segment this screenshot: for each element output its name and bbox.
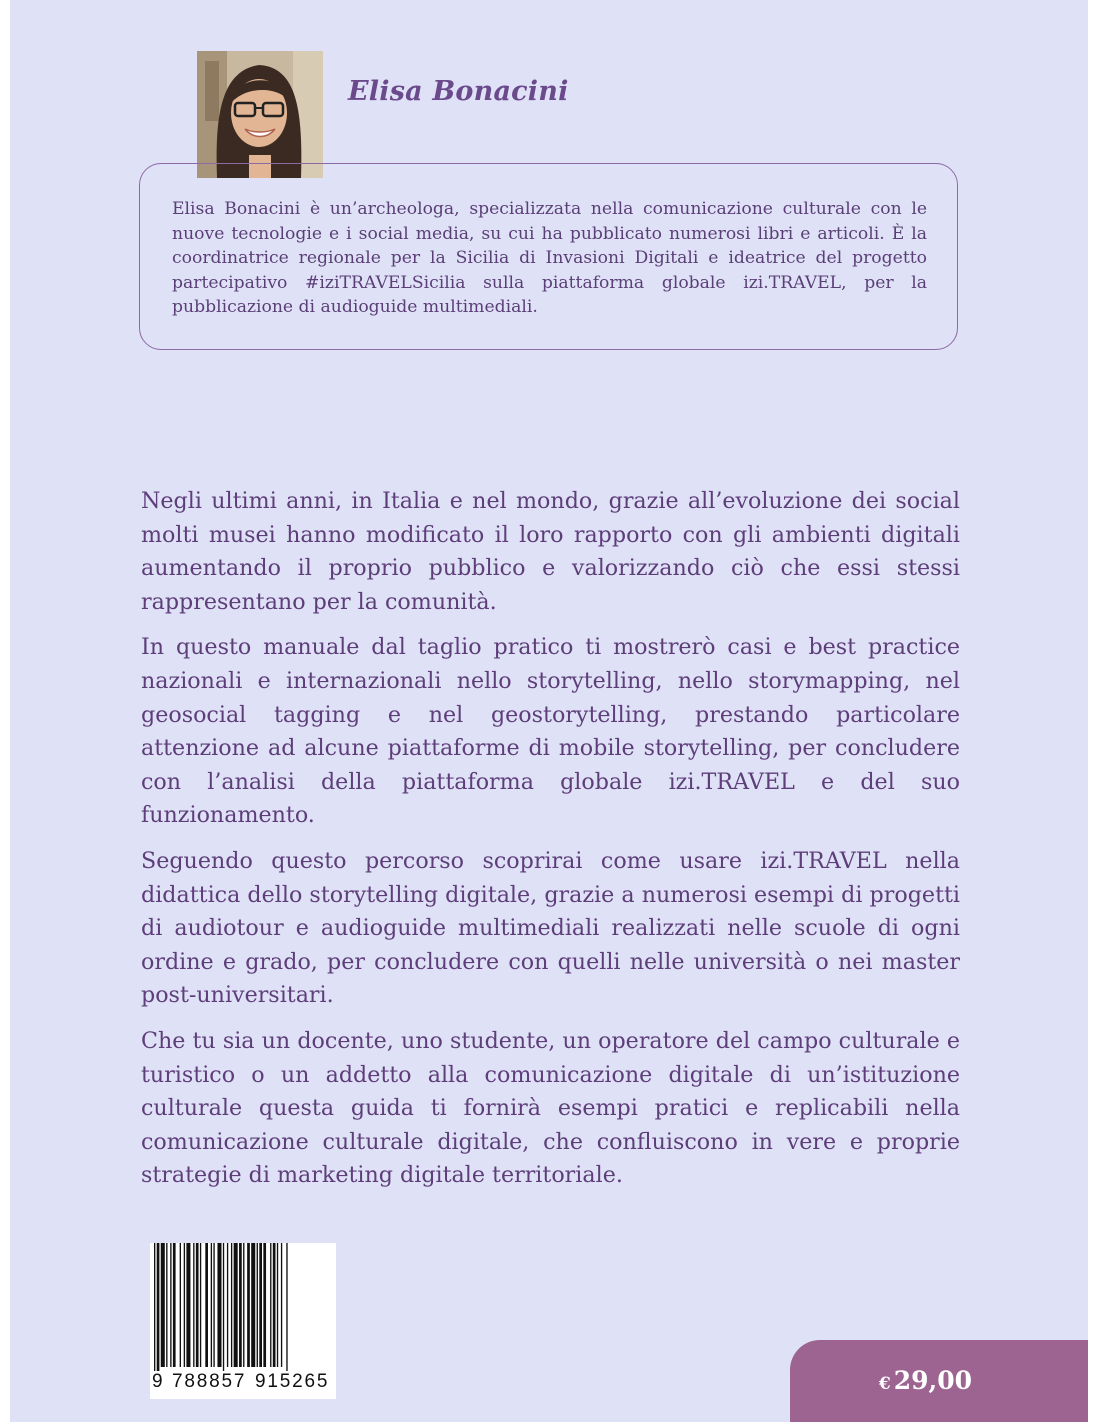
description-paragraph-2: In questo manuale dal taglio pratico ti mostrerò casi e best practice nazionali e internazionali nello storytelling, nello storymapping, nel geosocial tagging e nel geostorytelling, prestando particolare attenzione ad alcune piattaforme di mobile storytelling, per concludere con l’analisi della piattaforma globale izi.TRAVEL e del suo funzionamento. (141, 634, 960, 829)
description-paragraph-3: Seguendo questo percorso scoprirai come usare izi.TRAVEL nella didattica dello storytelling digitale, grazie a numerosi esempi di progetti di audiotour e audioguide multimediali realizzati nelle scuole di ogni ordine e grado, per concludere con quelli nelle università o nei master post-universitari. (141, 847, 960, 1009)
barcode-group-right: 915265 (255, 1371, 330, 1392)
description-paragraph-1: Negli ultimi anni, in Italia e nel mondo, grazie all’evoluzione dei social molti musei hanno modificato il loro rapporto con gli ambienti digitali aumentando il proprio pubblico e valorizzando ciò che essi stessi rappresentano per la comunità. (141, 488, 960, 615)
book-description (141, 485, 960, 1205)
barcode-lead-digit: 9 (152, 1371, 163, 1392)
author-bio: Elisa Bonacini è un’archeologa, specializzata nella comunicazione culturale con le nuove tecnologie e i social media, su cui ha pubblicato numerosi libri e articoli. È la coordinatrice regionale per la Sicilia di Invasioni Digitali e ideatrice del progetto partecipativo #iziTRAVELSicilia sulla piattaforma globale izi.TRAVEL, per la pubblicazione di audioguide multimediali. (172, 199, 927, 318)
isbn-barcode (150, 1243, 336, 1399)
barcode-bars (150, 1243, 336, 1371)
price (879, 1366, 972, 1395)
barcode-digits (150, 1371, 336, 1399)
description-paragraph-4: Che tu sia un docente, uno studente, un operatore del campo culturale e turistico o un addetto alla comunicazione digitale di un’istituzione culturale questa guida ti fornirà esempi pratici e replicabili nella comunicazione culturale digitale, che confluiscono in vere e proprie strategie di marketing digitale territoriale. (141, 1027, 960, 1189)
price-currency: € (878, 1374, 891, 1394)
price-amount: 29,00 (893, 1366, 972, 1395)
author-photo (197, 51, 323, 178)
author-portrait-image (197, 51, 323, 178)
author-name: Elisa Bonacini (348, 76, 569, 107)
barcode-group-left: 788857 (172, 1371, 247, 1392)
